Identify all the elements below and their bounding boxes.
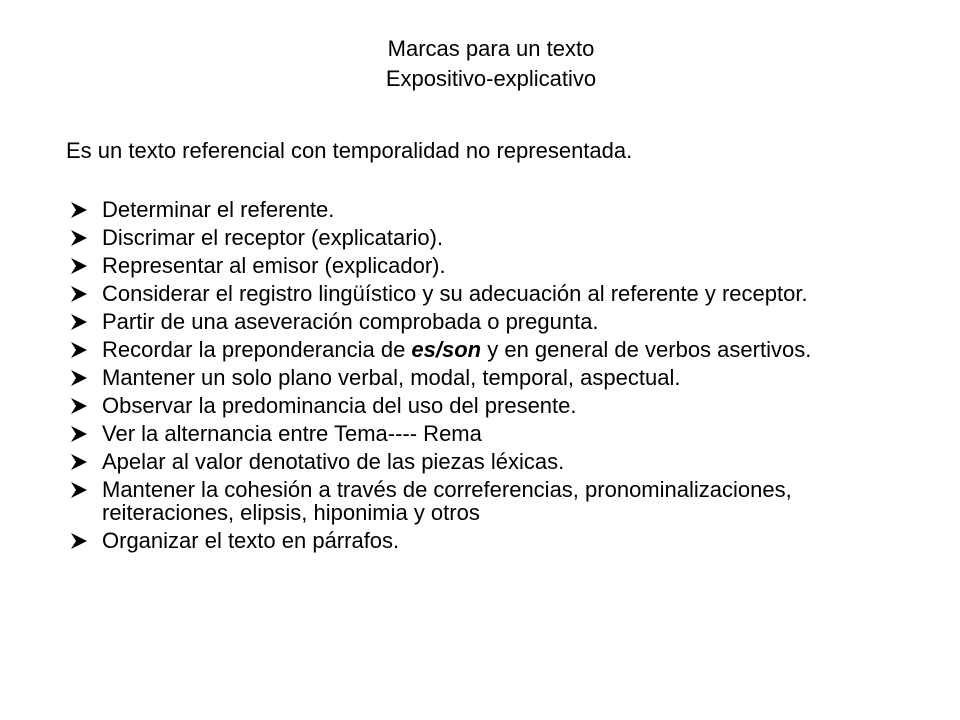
intro-text: Es un texto referencial con temporalidad no representada. — [66, 138, 633, 163]
list-item-text: Representar al emisor (explicador). — [102, 253, 446, 278]
arrowhead-bullet-icon — [70, 341, 88, 359]
arrowhead-bullet-icon — [70, 201, 88, 219]
arrowhead-bullet-icon — [70, 369, 88, 387]
list-item-text: Mantener la cohesión a través de correferencias, pronominalizaciones, reiteraciones, elipsis, hiponimia y otros — [102, 477, 792, 525]
arrowhead-bullet-icon — [70, 285, 88, 303]
list-item — [66, 254, 866, 277]
list-item-text: Apelar al valor denotativo de las piezas léxicas. — [102, 449, 565, 474]
arrowhead-bullet-icon — [70, 481, 88, 499]
arrowhead-bullet-icon — [70, 257, 88, 275]
list-item — [66, 338, 866, 361]
arrowhead-bullet-icon — [70, 313, 88, 331]
slide-title — [0, 34, 960, 94]
list-item-text: Mantener un solo plano verbal, modal, temporal, aspectual. — [102, 365, 681, 390]
list-item — [66, 366, 866, 389]
list-item-text: Organizar el texto en párrafos. — [102, 528, 400, 553]
list-item-text: Observar la predominancia del uso del presente. — [102, 393, 577, 418]
title-line-1: Marcas para un texto — [387, 36, 595, 61]
list-item-text: Discrimar el receptor (explicatario). — [102, 225, 444, 250]
list-item-text: Considerar el registro lingüístico y su adecuación al referente y receptor. — [102, 281, 808, 306]
list-item-text — [102, 337, 811, 362]
list-item — [66, 310, 866, 333]
arrowhead-bullet-icon — [70, 425, 88, 443]
list-item-text-after: y en general de verbos asertivos. — [481, 337, 812, 362]
arrowhead-bullet-icon — [70, 397, 88, 415]
title-line-2: Expositivo-explicativo — [385, 66, 597, 91]
list-item — [66, 422, 866, 445]
list-item — [66, 450, 866, 473]
list-item-text: Determinar el referente. — [102, 197, 335, 222]
list-item — [66, 529, 866, 552]
arrowhead-bullet-icon — [70, 229, 88, 247]
list-item-text: Partir de una aseveración comprobada o pregunta. — [102, 309, 599, 334]
list-item — [66, 394, 866, 417]
arrowhead-bullet-icon — [70, 532, 88, 550]
list-item — [66, 478, 866, 524]
list-item — [66, 198, 866, 221]
arrowhead-bullet-icon — [70, 453, 88, 471]
list-item — [66, 282, 866, 305]
emphasized-verbs: es/son — [411, 337, 482, 362]
bullet-list — [66, 198, 866, 557]
list-item-text-before: Recordar la preponderancia de — [102, 337, 412, 362]
list-item — [66, 226, 866, 249]
list-item-text: Ver la alternancia entre Tema---- Rema — [102, 421, 482, 446]
